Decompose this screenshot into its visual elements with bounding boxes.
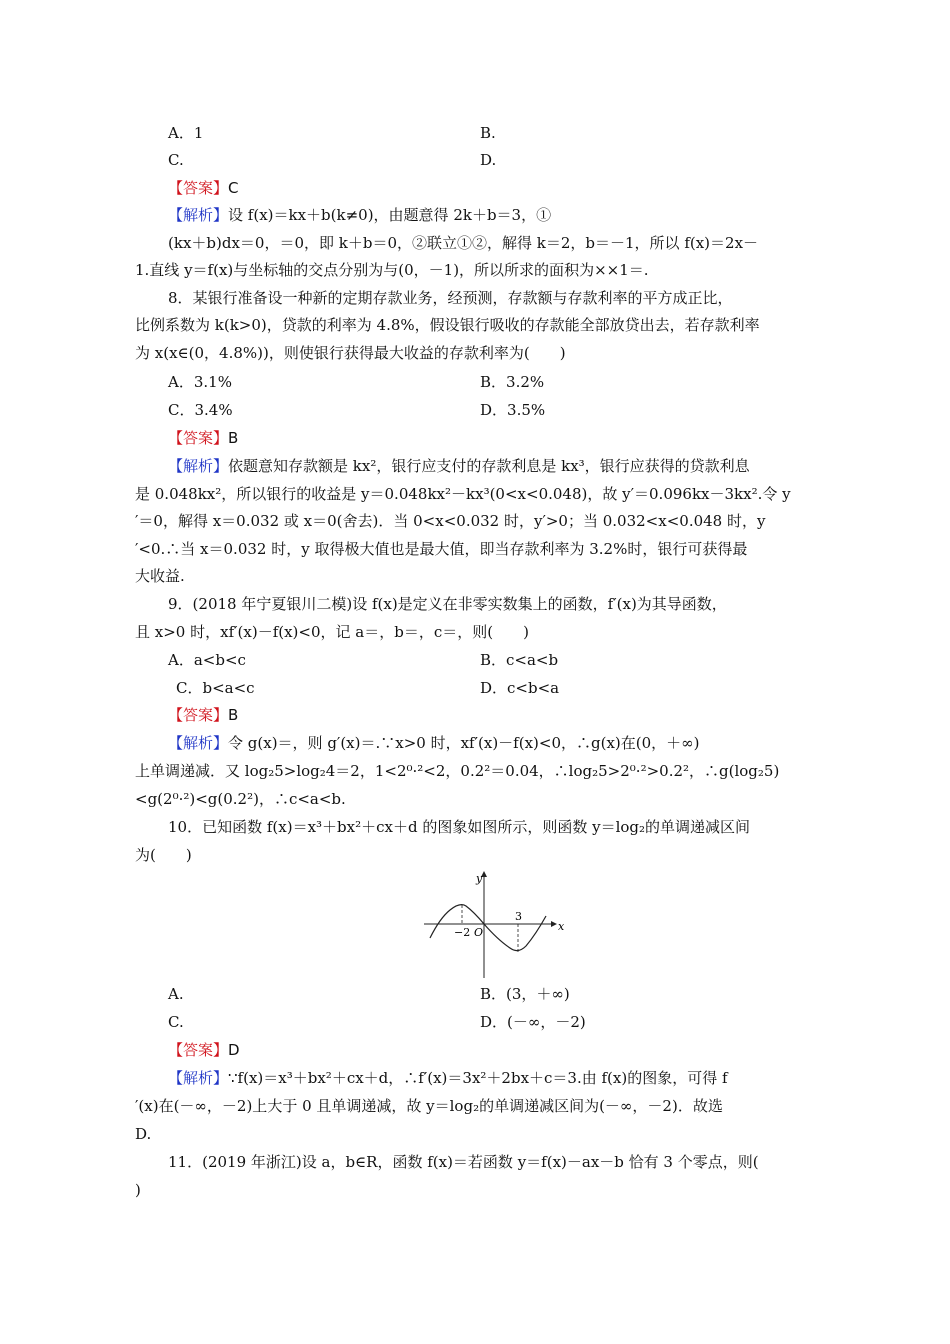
tick-minus-2: −2 [454,926,471,939]
q7-option-b: B. [480,124,496,142]
q10-answer [168,1037,848,1063]
q7-option-a: A．1 [168,124,204,142]
q8-stem-line-1: 8．某银行准备设一种新的定期存款业务，经预测，存款额与存款利率的平方成正比， [168,289,733,307]
q9-analysis-line-3: <g(2⁰·²)<g(0.2²)，∴c<a<b. [135,790,346,808]
q7-answer [168,175,848,201]
q8-analysis-line-5: 大收益. [135,567,185,585]
y-axis-label: y [476,872,483,885]
q7-option-d: D. [480,151,497,169]
q9-option-c: C．b<a<c [176,679,255,697]
q8-stem-line-2: 比例系数为 k(k>0)，贷款的利率为 4.8%，假设银行吸收的存款能全部放贷出去，若存款利率 [135,316,760,334]
q9-option-a: A．a<b<c [168,651,246,669]
q8-option-d: D．3.5% [480,401,546,419]
q8-answer [168,425,848,451]
q10-analysis-line-2: ′(x)在(－∞，－2)上大于 0 且单调递减，故 y＝log₂的单调递减区间为(－∞，－2)．故选 [135,1097,723,1115]
q10-stem-line-2: 为( ) [135,846,192,864]
q7-option-c: C. [168,151,184,169]
origin-label: O [474,926,484,939]
q8-analysis-line-3: ′＝0，解得 x＝0.032 或 x＝0(舍去)．当 0<x<0.032 时，y′>0；当 0.032<x<0.048 时，y [135,512,766,530]
q7-analysis-line-1 [168,202,848,228]
q9-stem-line-2: 且 x>0 时，xf′(x)－f(x)<0，记 a＝，b＝，c＝，则( ) [135,623,529,641]
analysis-text: 依题意知存款额是 kx²，银行应支付的存款利息是 kx³，银行应获得的贷款利息 [228,457,750,475]
q9-analysis-line-2: 上单调递减．又 log₂5>log₂4＝2，1<2⁰·²<2，0.2²＝0.04，∴log₂5>2⁰·²>0.2²，∴g(log₂5) [135,762,780,780]
q7-analysis-line-2: (kx＋b)dx＝0，＝0，即 k＋b＝0，②联立①②，解得 k＝2，b＝－1，所以 f(x)＝2x－ [168,234,759,252]
q11-stem-line-2: ) [135,1181,141,1199]
answer-value: C [228,179,239,197]
x-axis-label: x [558,920,565,933]
answer-tag: 【答案】 [168,179,229,197]
analysis-text: 设 f(x)＝kx＋b(k≠0)，由题意得 2k＋b＝3，① [228,206,552,224]
analysis-tag: 【解析】 [168,457,229,475]
analysis-text: ∵f(x)＝x³＋bx²＋cx＋d，∴f′(x)＝3x²＋2bx＋c＝3.由 f(x)的图象，可得 f [228,1069,728,1087]
analysis-tag: 【解析】 [168,206,229,224]
q9-option-b: B．c<a<b [480,651,559,669]
q8-analysis-line-1 [168,453,848,479]
q8-analysis-line-4: ′<0.∴当 x＝0.032 时，y 取得极大值也是最大值，即当存款利率为 3.2%时，银行可获得最 [135,540,748,558]
q8-option-b: B．3.2% [480,373,545,391]
q9-stem-line-1: 9．(2018 年宁夏银川二模)设 f(x)是定义在非零实数集上的函数，f′(x)为其导函数， [168,595,727,613]
q8-stem-line-3: 为 x(x∈(0，4.8%))，则使银行获得最大收益的存款利率为( ) [135,344,566,362]
analysis-text: 令 g(x)＝，则 g′(x)＝.∵x>0 时，xf′(x)－f(x)<0，∴g(x)在(0，＋∞) [228,734,700,752]
analysis-tag: 【解析】 [168,1069,229,1087]
q10-analysis-line-1 [168,1065,848,1091]
q9-option-d: D．c<b<a [480,679,560,697]
q9-analysis-line-1 [168,730,848,756]
analysis-tag: 【解析】 [168,734,229,752]
tick-3: 3 [515,910,522,923]
answer-value: D [228,1041,240,1059]
q8-analysis-line-2: 是 0.048kx²，所以银行的收益是 y＝0.048kx²－kx³(0<x<0.048)，故 y′＝0.096kx－3kx².令 y [135,485,791,503]
q7-analysis-line-3: 1.直线 y＝f(x)与坐标轴的交点分别为与(0，－1)，所以所求的面积为××1＝. [135,261,649,279]
answer-tag: 【答案】 [168,706,229,724]
answer-tag: 【答案】 [168,1041,229,1059]
q11-stem-line-1: 11．(2019 年浙江)设 a，b∈R，函数 f(x)＝若函数 y＝f(x)－ax－b 恰有 3 个零点，则( [168,1153,759,1171]
q9-answer [168,702,848,728]
function-curve [430,905,546,951]
q10-analysis-line-3: D. [135,1125,152,1143]
q10-option-c: C. [168,1013,184,1031]
answer-tag: 【答案】 [168,429,229,447]
answer-value: B [228,429,239,447]
q8-option-c: C．3.4% [168,401,233,419]
q10-option-a: A. [168,985,184,1003]
q8-option-a: A．3.1% [168,373,232,391]
q10-option-d: D．(－∞，－2) [480,1013,586,1031]
q10-stem-line-1: 10．已知函数 f(x)＝x³＋bx²＋cx＋d 的图象如图所示，则函数 y＝log₂的单调递减区间 [168,818,751,836]
cubic-function-graph [420,868,570,980]
q10-option-b: B．(3，＋∞) [480,985,570,1003]
answer-value: B [228,706,239,724]
